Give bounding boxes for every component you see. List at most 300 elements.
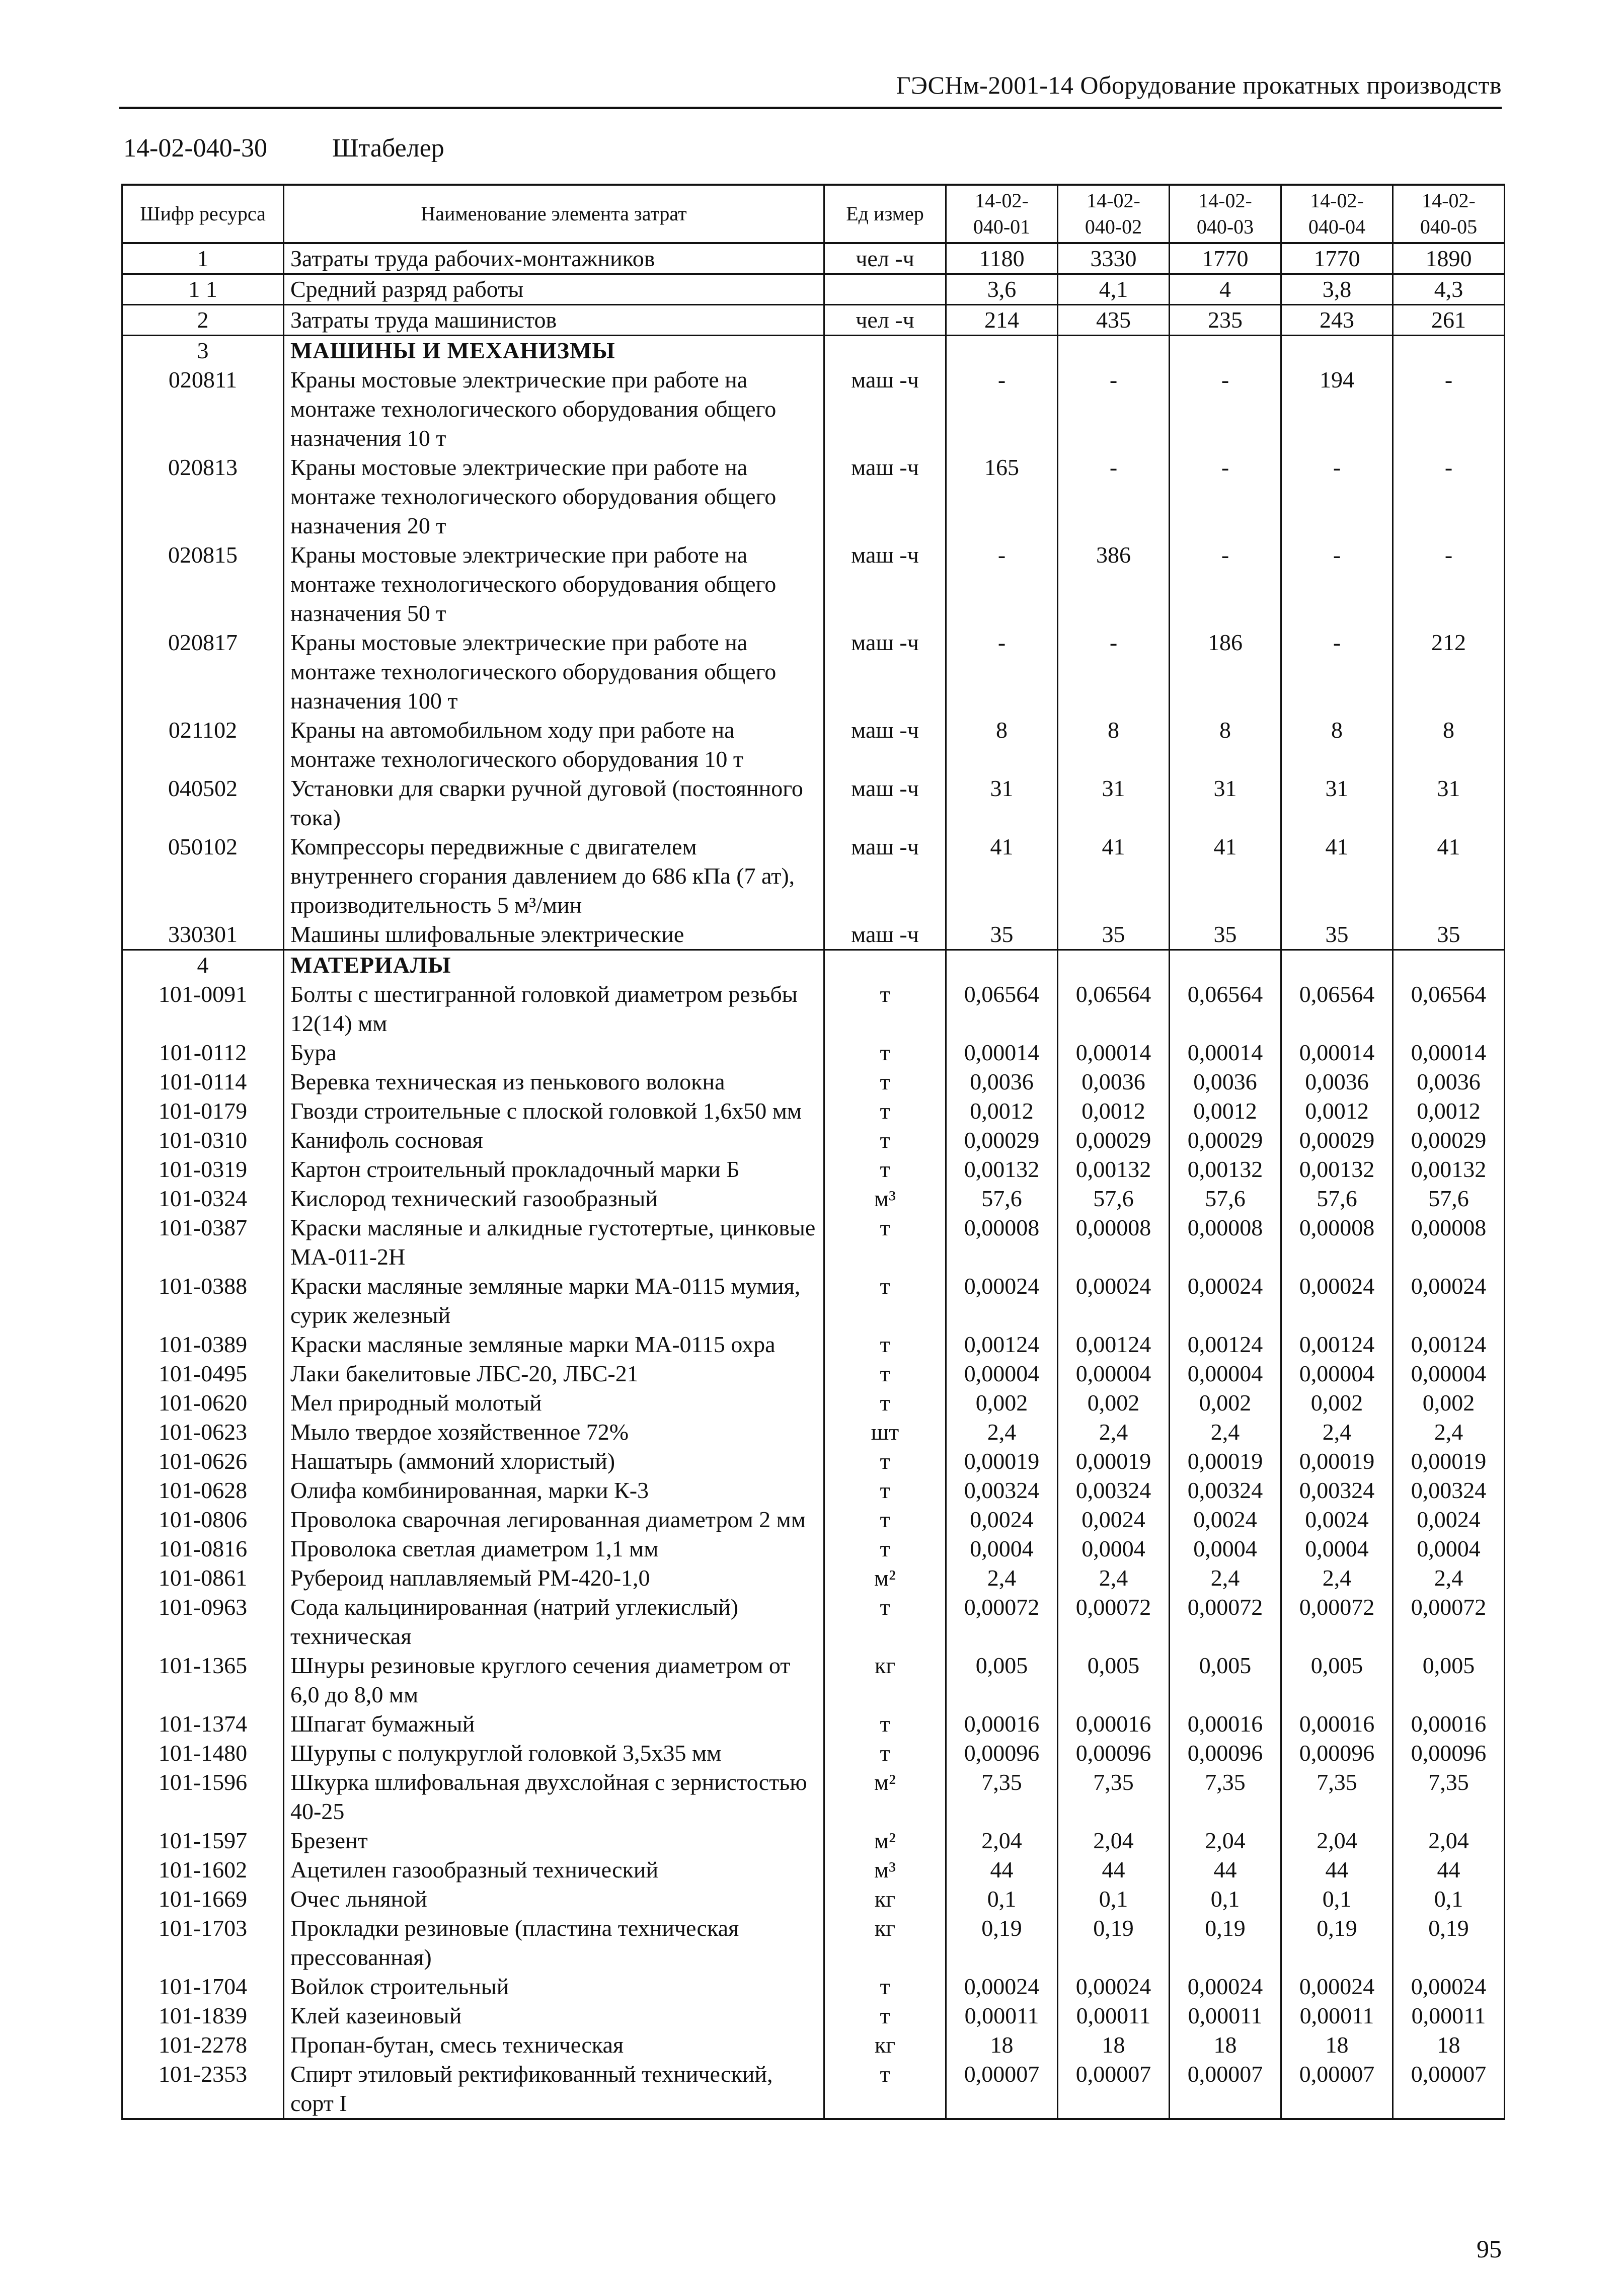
unit-cell: т <box>824 1709 946 1739</box>
value-cell: 0,00124 <box>1058 1330 1170 1359</box>
value-cell: 0,00024 <box>1170 1972 1281 2001</box>
value-cell: 4,1 <box>1058 274 1170 305</box>
value-cell: 0,00072 <box>1058 1593 1170 1651</box>
unit-cell: кг <box>824 1885 946 1914</box>
section-code: 14-02-040-30 <box>123 134 267 163</box>
page-number: 95 <box>1477 2235 1502 2263</box>
value-cell: 57,6 <box>946 1184 1058 1213</box>
value-cell: 35 <box>1393 920 1505 950</box>
value-cell: 1180 <box>946 243 1058 274</box>
value-cell: 0,00004 <box>1058 1359 1170 1388</box>
resource-code-cell: 101-1597 <box>122 1826 284 1855</box>
value-cell: 0,00016 <box>946 1709 1058 1739</box>
value-cell: 186 <box>1170 628 1281 716</box>
resource-code-cell: 101-1374 <box>122 1709 284 1739</box>
value-cell: 0,0012 <box>1058 1096 1170 1126</box>
table-row <box>122 1184 1505 1213</box>
value-cell: 0,00096 <box>1058 1739 1170 1768</box>
value-cell: 0,00014 <box>1058 1038 1170 1067</box>
resource-name-cell: Очес льняной <box>284 1885 824 1914</box>
group-title-cell: МАТЕРИАЛЫ <box>284 950 824 980</box>
resource-code-cell: 101-2278 <box>122 2030 284 2060</box>
value-cell: 0,00011 <box>1058 2001 1170 2030</box>
value-cell: 0,00007 <box>1393 2060 1505 2119</box>
resource-code-cell: 101-1365 <box>122 1651 284 1709</box>
value-cell: 2,4 <box>946 1418 1058 1447</box>
value-cell: 0,00024 <box>1281 1972 1393 2001</box>
value-cell: 0,00014 <box>946 1038 1058 1067</box>
section-name: Штабелер <box>332 134 444 163</box>
resource-name-cell: Ацетилен газообразный технический <box>284 1855 824 1885</box>
value-cell: 0,0024 <box>1281 1505 1393 1534</box>
value-cell: 2,04 <box>1170 1826 1281 1855</box>
table-row <box>122 365 1505 453</box>
column-header-variant: 14-02- 040-02 <box>1058 185 1170 243</box>
table-row <box>122 2030 1505 2060</box>
value-cell: 0,00029 <box>946 1126 1058 1155</box>
value-cell: 243 <box>1281 305 1393 336</box>
resource-code-cell: 050102 <box>122 832 284 920</box>
value-cell: 0,00011 <box>1393 2001 1505 2030</box>
unit-cell: т <box>824 1476 946 1505</box>
value-cell: 2,4 <box>1281 1418 1393 1447</box>
table-row <box>122 1885 1505 1914</box>
value-cell: 0,00016 <box>1058 1709 1170 1739</box>
column-header-variant: 14-02- 040-04 <box>1281 185 1393 243</box>
table-row <box>122 628 1505 716</box>
resource-code-cell: 101-0091 <box>122 980 284 1038</box>
value-cell: 0,005 <box>1281 1651 1393 1709</box>
value-cell: - <box>1281 628 1393 716</box>
resource-name-cell: Спирт этиловый ректификованный технический, сорт I <box>284 2060 824 2119</box>
value-cell: 0,00004 <box>1170 1359 1281 1388</box>
value-cell: 0,00007 <box>1170 2060 1281 2119</box>
unit-cell: маш -ч <box>824 920 946 950</box>
value-cell: 57,6 <box>1058 1184 1170 1213</box>
resource-name-cell: Болты с шестигранной головкой диаметром резьбы 12(14) мм <box>284 980 824 1038</box>
table-row <box>122 540 1505 628</box>
value-cell: 0,00324 <box>946 1476 1058 1505</box>
resource-code-cell: 101-0179 <box>122 1096 284 1126</box>
value-cell: 44 <box>946 1855 1058 1885</box>
value-cell: - <box>1393 453 1505 540</box>
table-row <box>122 1359 1505 1388</box>
resource-name-cell: Нашатырь (аммоний хлористый) <box>284 1447 824 1476</box>
value-cell: 0,00024 <box>1058 1972 1170 2001</box>
resource-code-cell: 020813 <box>122 453 284 540</box>
unit-cell: шт <box>824 1418 946 1447</box>
value-cell: 0,00016 <box>1281 1709 1393 1739</box>
resource-name-cell: Затраты труда рабочих-монтажников <box>284 243 824 274</box>
table-group-row <box>122 336 1505 366</box>
unit-cell: т <box>824 1213 946 1272</box>
resource-name-cell: Проволока сварочная легированная диаметром 2 мм <box>284 1505 824 1534</box>
resource-name-cell: Бура <box>284 1038 824 1067</box>
value-cell: 0,00016 <box>1393 1709 1505 1739</box>
value-cell: 1770 <box>1170 243 1281 274</box>
value-cell: 0,002 <box>1170 1388 1281 1418</box>
value-cell: 0,0004 <box>1393 1534 1505 1563</box>
value-cell: 4,3 <box>1393 274 1505 305</box>
value-cell: - <box>946 365 1058 453</box>
value-cell: 0,06564 <box>1058 980 1170 1038</box>
value-cell <box>1281 336 1393 366</box>
value-cell: 41 <box>946 832 1058 920</box>
value-cell: 8 <box>1170 716 1281 774</box>
resource-code-cell: 020815 <box>122 540 284 628</box>
resource-name-cell: Войлок строительный <box>284 1972 824 2001</box>
value-cell: 0,0004 <box>946 1534 1058 1563</box>
value-cell: - <box>1170 453 1281 540</box>
value-cell: 0,00124 <box>946 1330 1058 1359</box>
value-cell: 0,00008 <box>1281 1213 1393 1272</box>
value-cell: 44 <box>1058 1855 1170 1885</box>
value-cell: - <box>1058 628 1170 716</box>
table-row <box>122 774 1505 832</box>
value-cell: 0,0024 <box>1058 1505 1170 1534</box>
value-cell: 31 <box>1058 774 1170 832</box>
resource-code-cell: 101-0963 <box>122 1593 284 1651</box>
header-divider <box>119 107 1502 109</box>
value-cell <box>946 336 1058 366</box>
table-row <box>122 305 1505 336</box>
value-cell: 0,00024 <box>1393 1272 1505 1330</box>
table-row <box>122 1593 1505 1651</box>
resource-code-cell: 2 <box>122 305 284 336</box>
table-row <box>122 920 1505 950</box>
unit-cell: м³ <box>824 1855 946 1885</box>
resource-name-cell: Кислород технический газообразный <box>284 1184 824 1213</box>
value-cell: 2,4 <box>1393 1418 1505 1447</box>
value-cell: 0,19 <box>1281 1914 1393 1972</box>
resource-code-cell: 1 <box>122 243 284 274</box>
value-cell: 0,0012 <box>946 1096 1058 1126</box>
value-cell: 31 <box>946 774 1058 832</box>
resource-code-cell: 020811 <box>122 365 284 453</box>
resource-name-cell: Рубероид наплавляемый РМ-420-1,0 <box>284 1563 824 1593</box>
value-cell: 57,6 <box>1170 1184 1281 1213</box>
value-cell: 0,00007 <box>946 2060 1058 2119</box>
value-cell: 214 <box>946 305 1058 336</box>
table-row <box>122 716 1505 774</box>
resource-name-cell: Краны мостовые электрические при работе на монтаже технологического оборудования общего назначения 50 т <box>284 540 824 628</box>
resource-code-cell: 330301 <box>122 920 284 950</box>
value-cell: 0,00124 <box>1393 1330 1505 1359</box>
value-cell: 7,35 <box>1170 1768 1281 1826</box>
value-cell: 0,00029 <box>1393 1126 1505 1155</box>
value-cell: 2,04 <box>1393 1826 1505 1855</box>
value-cell: 0,00124 <box>1281 1330 1393 1359</box>
table-row <box>122 1155 1505 1184</box>
value-cell: 1890 <box>1393 243 1505 274</box>
value-cell: 0,0036 <box>1058 1067 1170 1096</box>
value-cell: 0,00008 <box>1393 1213 1505 1272</box>
column-header-code: Шифр ресурса <box>122 185 284 243</box>
value-cell: 0,0036 <box>1170 1067 1281 1096</box>
value-cell: 0,00132 <box>1393 1155 1505 1184</box>
value-cell: - <box>1393 365 1505 453</box>
value-cell: 0,1 <box>1393 1885 1505 1914</box>
value-cell <box>1170 950 1281 980</box>
value-cell: 0,00029 <box>1170 1126 1281 1155</box>
unit-cell: т <box>824 1067 946 1096</box>
value-cell: 31 <box>1170 774 1281 832</box>
resource-code-cell: 101-1839 <box>122 2001 284 2030</box>
unit-cell: м² <box>824 1563 946 1593</box>
resource-code-cell: 101-0310 <box>122 1126 284 1155</box>
value-cell: 0,06564 <box>1281 980 1393 1038</box>
resource-code-cell: 101-0112 <box>122 1038 284 1067</box>
table-header <box>122 185 1505 243</box>
value-cell: - <box>1170 540 1281 628</box>
unit-cell: т <box>824 1272 946 1330</box>
value-cell: 4 <box>1170 274 1281 305</box>
value-cell: 212 <box>1393 628 1505 716</box>
value-cell: - <box>1170 365 1281 453</box>
resource-table <box>121 184 1505 2120</box>
resource-name-cell: Клей казеиновый <box>284 2001 824 2030</box>
value-cell: 0,005 <box>1058 1651 1170 1709</box>
value-cell: 0,00324 <box>1393 1476 1505 1505</box>
column-header-variant: 14-02- 040-03 <box>1170 185 1281 243</box>
column-header-variant: 14-02- 040-01 <box>946 185 1058 243</box>
resource-code-cell: 101-0114 <box>122 1067 284 1096</box>
value-cell: - <box>1058 453 1170 540</box>
unit-cell <box>824 950 946 980</box>
resource-code-cell: 101-0620 <box>122 1388 284 1418</box>
resource-name-cell: Олифа комбинированная, марки К-3 <box>284 1476 824 1505</box>
table-body <box>122 243 1505 2119</box>
value-cell: 18 <box>1170 2030 1281 2060</box>
table-row <box>122 1768 1505 1826</box>
column-header-name: Наименование элемента затрат <box>284 185 824 243</box>
unit-cell: т <box>824 1593 946 1651</box>
value-cell: - <box>1058 365 1170 453</box>
table-row <box>122 2060 1505 2119</box>
value-cell: 0,00324 <box>1170 1476 1281 1505</box>
unit-cell: т <box>824 1447 946 1476</box>
value-cell: 41 <box>1393 832 1505 920</box>
value-cell: 435 <box>1058 305 1170 336</box>
value-cell: 7,35 <box>1393 1768 1505 1826</box>
resource-code-cell: 3 <box>122 336 284 366</box>
value-cell: 0,0012 <box>1281 1096 1393 1126</box>
value-cell: 0,0012 <box>1393 1096 1505 1126</box>
value-cell: 2,4 <box>1058 1563 1170 1593</box>
resource-name-cell: Установки для сварки ручной дуговой (постоянного тока) <box>284 774 824 832</box>
value-cell <box>1393 950 1505 980</box>
resource-name-cell: Картон строительный прокладочный марки Б <box>284 1155 824 1184</box>
value-cell: 7,35 <box>1058 1768 1170 1826</box>
value-cell: 0,1 <box>1170 1885 1281 1914</box>
value-cell: 0,0036 <box>1393 1067 1505 1096</box>
value-cell: 0,0012 <box>1170 1096 1281 1126</box>
value-cell: 8 <box>1393 716 1505 774</box>
value-cell: 35 <box>1281 920 1393 950</box>
resource-code-cell: 021102 <box>122 716 284 774</box>
value-cell: 0,00132 <box>1170 1155 1281 1184</box>
value-cell: 35 <box>1058 920 1170 950</box>
resource-code-cell: 101-0623 <box>122 1418 284 1447</box>
value-cell: 0,00024 <box>946 1972 1058 2001</box>
value-cell: 41 <box>1170 832 1281 920</box>
resource-code-cell: 1 1 <box>122 274 284 305</box>
value-cell: 0,0004 <box>1058 1534 1170 1563</box>
value-cell: 7,35 <box>946 1768 1058 1826</box>
value-cell: 0,00008 <box>1170 1213 1281 1272</box>
table-row <box>122 1651 1505 1709</box>
value-cell: 2,04 <box>1281 1826 1393 1855</box>
unit-cell: т <box>824 1739 946 1768</box>
value-cell: 0,00004 <box>1281 1359 1393 1388</box>
resource-code-cell: 101-0816 <box>122 1534 284 1563</box>
value-cell: 3,6 <box>946 274 1058 305</box>
resource-code-cell: 101-0495 <box>122 1359 284 1388</box>
unit-cell: маш -ч <box>824 365 946 453</box>
value-cell: 0,00007 <box>1281 2060 1393 2119</box>
resource-code-cell: 101-1704 <box>122 1972 284 2001</box>
unit-cell: маш -ч <box>824 716 946 774</box>
unit-cell: чел -ч <box>824 305 946 336</box>
value-cell: 0,00014 <box>1281 1038 1393 1067</box>
value-cell: 0,00024 <box>1281 1272 1393 1330</box>
table-row <box>122 274 1505 305</box>
value-cell: 0,06564 <box>1170 980 1281 1038</box>
value-cell: 18 <box>1058 2030 1170 2060</box>
value-cell: 0,00096 <box>1170 1739 1281 1768</box>
value-cell: 35 <box>1170 920 1281 950</box>
unit-cell: кг <box>824 1914 946 1972</box>
resource-name-cell: Сода кальцинированная (натрий углекислый) техническая <box>284 1593 824 1651</box>
value-cell: 0,00132 <box>1058 1155 1170 1184</box>
value-cell: 0,00014 <box>1170 1038 1281 1067</box>
value-cell: 0,19 <box>1170 1914 1281 1972</box>
resource-code-cell: 101-1703 <box>122 1914 284 1972</box>
resource-name-cell: Компрессоры передвижные с двигателем внутреннего сгорания давлением до 686 кПа (7 ат), производительность 5 м³/мин <box>284 832 824 920</box>
resource-name-cell: Веревка техническая из пенькового волокна <box>284 1067 824 1096</box>
value-cell: 0,0024 <box>1393 1505 1505 1534</box>
value-cell: - <box>1393 540 1505 628</box>
unit-cell: кг <box>824 2030 946 2060</box>
unit-cell: т <box>824 1330 946 1359</box>
resource-code-cell: 101-0861 <box>122 1563 284 1593</box>
resource-name-cell: Пропан-бутан, смесь техническая <box>284 2030 824 2060</box>
value-cell: 0,19 <box>1393 1914 1505 1972</box>
value-cell: 0,00007 <box>1058 2060 1170 2119</box>
resource-code-cell: 101-2353 <box>122 2060 284 2119</box>
value-cell: 0,06564 <box>946 980 1058 1038</box>
table-row <box>122 1272 1505 1330</box>
value-cell: 0,00008 <box>1058 1213 1170 1272</box>
value-cell: 2,4 <box>1058 1418 1170 1447</box>
value-cell: 0,00072 <box>1393 1593 1505 1651</box>
column-header-unit: Ед измер <box>824 185 946 243</box>
value-cell: 0,00024 <box>1393 1972 1505 2001</box>
value-cell: 0,00072 <box>946 1593 1058 1651</box>
resource-code-cell: 101-0389 <box>122 1330 284 1359</box>
value-cell: 0,19 <box>946 1914 1058 1972</box>
table-row <box>122 1388 1505 1418</box>
resource-name-cell: Брезент <box>284 1826 824 1855</box>
unit-cell: т <box>824 1126 946 1155</box>
unit-cell: кг <box>824 1651 946 1709</box>
resource-name-cell: Краски масляные земляные марки МА-0115 охра <box>284 1330 824 1359</box>
value-cell: 0,0004 <box>1170 1534 1281 1563</box>
value-cell: 0,002 <box>1281 1388 1393 1418</box>
value-cell: 0,00019 <box>1393 1447 1505 1476</box>
resource-name-cell: Затраты труда машинистов <box>284 305 824 336</box>
resource-name-cell: Краски масляные земляные марки МА-0115 мумия, сурик железный <box>284 1272 824 1330</box>
value-cell: 41 <box>1281 832 1393 920</box>
value-cell: 2,04 <box>946 1826 1058 1855</box>
value-cell: 0,0024 <box>1170 1505 1281 1534</box>
value-cell: 57,6 <box>1393 1184 1505 1213</box>
resource-name-cell: Прокладки резиновые (пластина техническая прессованная) <box>284 1914 824 1972</box>
unit-cell <box>824 336 946 366</box>
unit-cell: т <box>824 1038 946 1067</box>
value-cell: 235 <box>1170 305 1281 336</box>
value-cell: 3330 <box>1058 243 1170 274</box>
value-cell: 8 <box>1281 716 1393 774</box>
value-cell: 0,00014 <box>1393 1038 1505 1067</box>
value-cell: 0,005 <box>1393 1651 1505 1709</box>
table-row <box>122 1096 1505 1126</box>
value-cell: 18 <box>946 2030 1058 2060</box>
table-group-row <box>122 950 1505 980</box>
table-row <box>122 1505 1505 1534</box>
value-cell <box>1058 336 1170 366</box>
value-cell: 0,00324 <box>1058 1476 1170 1505</box>
resource-name-cell: Краны на автомобильном ходу при работе на монтаже технологического оборудования 10 т <box>284 716 824 774</box>
value-cell: 0,00011 <box>946 2001 1058 2030</box>
resource-name-cell: Канифоль сосновая <box>284 1126 824 1155</box>
value-cell: 0,00011 <box>1170 2001 1281 2030</box>
unit-cell: маш -ч <box>824 774 946 832</box>
value-cell: 0,00024 <box>1170 1272 1281 1330</box>
unit-cell: чел -ч <box>824 243 946 274</box>
resource-code-cell: 101-0387 <box>122 1213 284 1272</box>
unit-cell: т <box>824 1534 946 1563</box>
table-row <box>122 1739 1505 1768</box>
unit-cell: т <box>824 1972 946 2001</box>
resource-code-cell: 101-1602 <box>122 1855 284 1885</box>
table-row <box>122 1038 1505 1067</box>
value-cell: 8 <box>946 716 1058 774</box>
resource-name-cell: Шкурка шлифовальная двухслойная с зернистостью 40-25 <box>284 1768 824 1826</box>
value-cell: 31 <box>1281 774 1393 832</box>
value-cell: 8 <box>1058 716 1170 774</box>
value-cell: 0,0036 <box>1281 1067 1393 1096</box>
value-cell: 18 <box>1393 2030 1505 2060</box>
unit-cell: т <box>824 1505 946 1534</box>
table-row <box>122 1855 1505 1885</box>
value-cell: 31 <box>1393 774 1505 832</box>
resource-code-cell: 4 <box>122 950 284 980</box>
document-header-title: ГЭСНм-2001-14 Оборудование прокатных производств <box>896 71 1502 99</box>
value-cell: 35 <box>946 920 1058 950</box>
value-cell: 0,00004 <box>1393 1359 1505 1388</box>
table-row <box>122 1126 1505 1155</box>
unit-cell: маш -ч <box>824 540 946 628</box>
unit-cell: м³ <box>824 1184 946 1213</box>
table-row <box>122 453 1505 540</box>
value-cell <box>1281 950 1393 980</box>
unit-cell: м² <box>824 1768 946 1826</box>
value-cell: 1770 <box>1281 243 1393 274</box>
table-row <box>122 1563 1505 1593</box>
table-row <box>122 980 1505 1038</box>
value-cell: 57,6 <box>1281 1184 1393 1213</box>
